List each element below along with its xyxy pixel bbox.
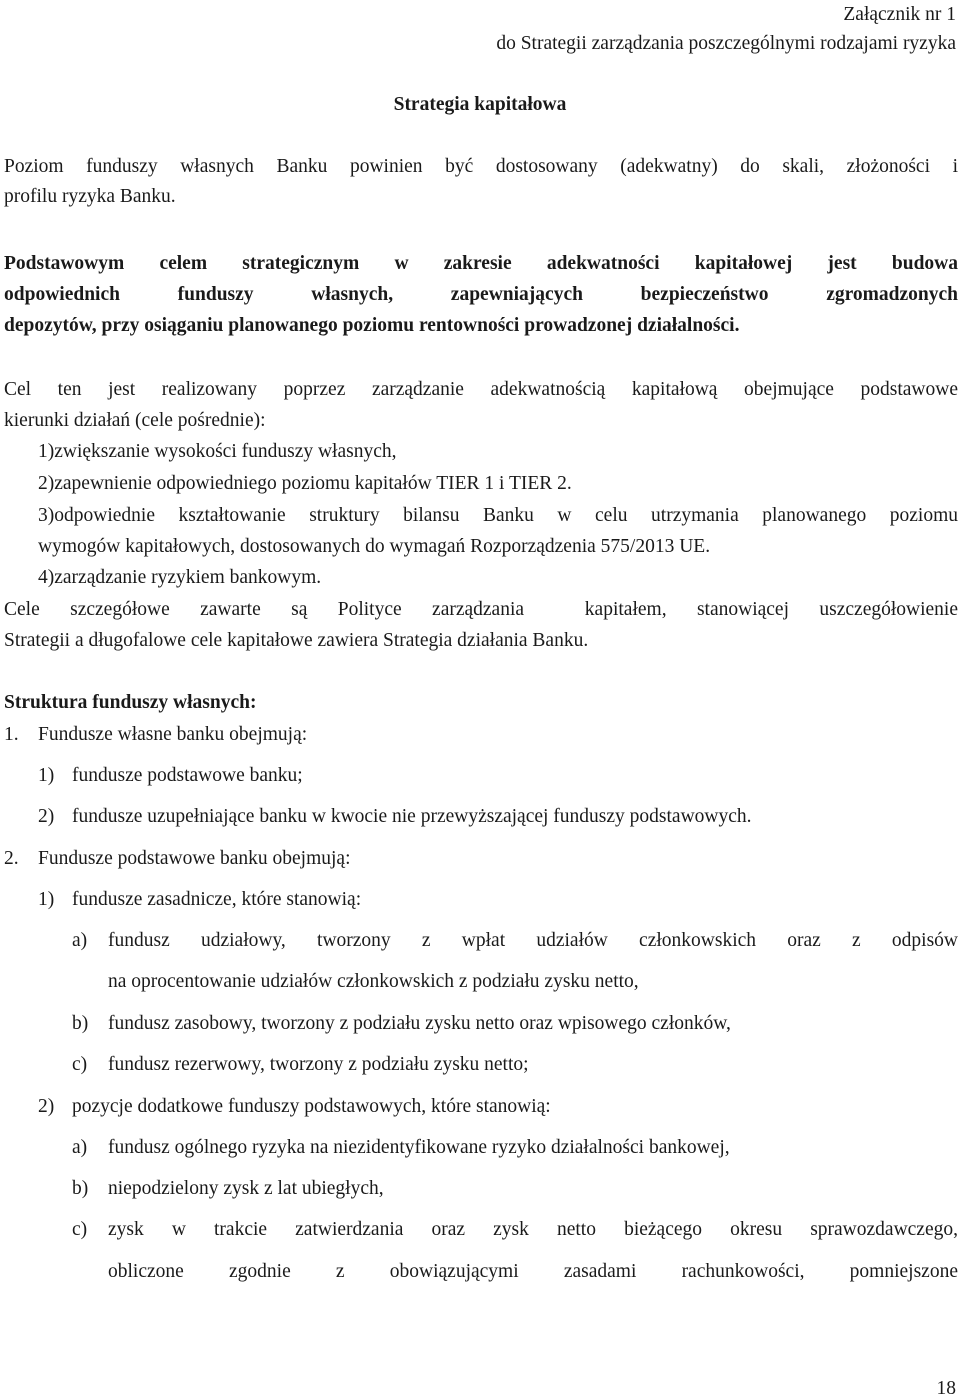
page-number: 18 [936, 1378, 956, 1399]
structure-heading: Struktura funduszy własnych: [4, 692, 257, 713]
realization-item-1: 1)zwiększanie wysokości funduszy własnych, [38, 441, 397, 462]
section-2-text: Fundusze podstawowe banku obejmują: [38, 848, 351, 869]
s2-2-c-line-1: zysk w trakcie zatwierdzania oraz zysk netto bieżącego okresu sprawozdawczego, [108, 1219, 958, 1240]
detail-line-1: Cele szczegółowe zawarte są Polityce zarządzania kapitałem, stanowiącej uszczegółowienie [4, 599, 958, 620]
s1-item-1-number: 1) [38, 765, 55, 786]
s2-1-a-number: a) [72, 930, 88, 951]
s1-item-2-text: fundusze uzupełniające banku w kwocie nie przewyższającej funduszy podstawowych. [72, 806, 752, 827]
s1-item-2-number: 2) [38, 806, 55, 827]
s2-2-c-number: c) [72, 1219, 88, 1240]
realization-item-4: 4)zarządzanie ryzykiem bankowym. [38, 567, 322, 588]
s2-1-number: 1) [38, 889, 55, 910]
realization-item-3-line-2: wymogów kapitałowych, dostosowanych do wymagań Rozporządzenia 575/2013 UE. [38, 536, 711, 557]
s2-2-text: pozycje dodatkowe funduszy podstawowych, które stanowią: [72, 1096, 551, 1117]
section-1-number: 1. [4, 724, 19, 745]
s2-2-b-text: niepodzielony zysk z lat ubiegłych, [108, 1178, 384, 1199]
s2-1-text: fundusze zasadnicze, które stanowią: [72, 889, 362, 910]
section-2-number: 2. [4, 848, 19, 869]
s1-item-1-text: fundusze podstawowe banku; [72, 765, 303, 786]
s2-2-a-text: fundusz ogólnego ryzyka na niezidentyfikowane ryzyko działalności bankowej, [108, 1137, 730, 1158]
goal-line-2: odpowiednich funduszy własnych, zapewniających bezpieczeństwo zgromadzonych [4, 284, 958, 305]
s2-1-c-text: fundusz rezerwowy, tworzony z podziału zysku netto; [108, 1054, 529, 1075]
s2-2-a-number: a) [72, 1137, 88, 1158]
realization-line-1: Cel ten jest realizowany poprzez zarządzanie adekwatnością kapitałową obejmujące podstawowe [4, 379, 958, 400]
s2-1-c-number: c) [72, 1054, 88, 1075]
section-1-text: Fundusze własne banku obejmują: [38, 724, 308, 745]
realization-line-2: kierunki działań (cele pośrednie): [4, 410, 266, 431]
detail-line-2: Strategii a długofalowe cele kapitałowe zawiera Strategia działania Banku. [4, 630, 589, 651]
s2-2-c-line-2: obliczone zgodnie z obowiązującymi zasadami rachunkowości, pomniejszone [108, 1261, 958, 1282]
goal-line-3: depozytów, przy osiąganiu planowanego poziomu rentowności prowadzonej działalności. [4, 315, 740, 336]
s2-2-b-number: b) [72, 1178, 89, 1199]
realization-item-2: 2)zapewnienie odpowiedniego poziomu kapitałów TIER 1 i TIER 2. [38, 473, 572, 494]
page-title: Strategia kapitałowa [393, 94, 567, 115]
s2-1-a-line-1: fundusz udziałowy, tworzony z wpłat udziałów członkowskich oraz z odpisów [108, 930, 958, 951]
s2-1-a-line-2: na oprocentowanie udziałów członkowskich z podziału zysku netto, [108, 971, 639, 992]
realization-item-3-line-1: 3)odpowiednie kształtowanie struktury bilansu Banku w celu utrzymania planowanego poziomu [38, 505, 958, 526]
attachment-label: Załącznik nr 1 [843, 4, 956, 25]
s2-1-b-text: fundusz zasobowy, tworzony z podziału zysku netto oraz wpisowego członków, [108, 1013, 731, 1034]
s2-1-b-number: b) [72, 1013, 89, 1034]
attachment-reference: do Strategii zarządzania poszczególnymi rodzajami ryzyka [496, 33, 956, 54]
intro-line-2: profilu ryzyka Banku. [4, 186, 176, 207]
intro-line-1: Poziom funduszy własnych Banku powinien być dostosowany (adekwatny) do skali, złożoności i [4, 156, 958, 177]
s2-2-number: 2) [38, 1096, 55, 1117]
goal-line-1: Podstawowym celem strategicznym w zakresie adekwatności kapitałowej jest budowa [4, 253, 958, 274]
